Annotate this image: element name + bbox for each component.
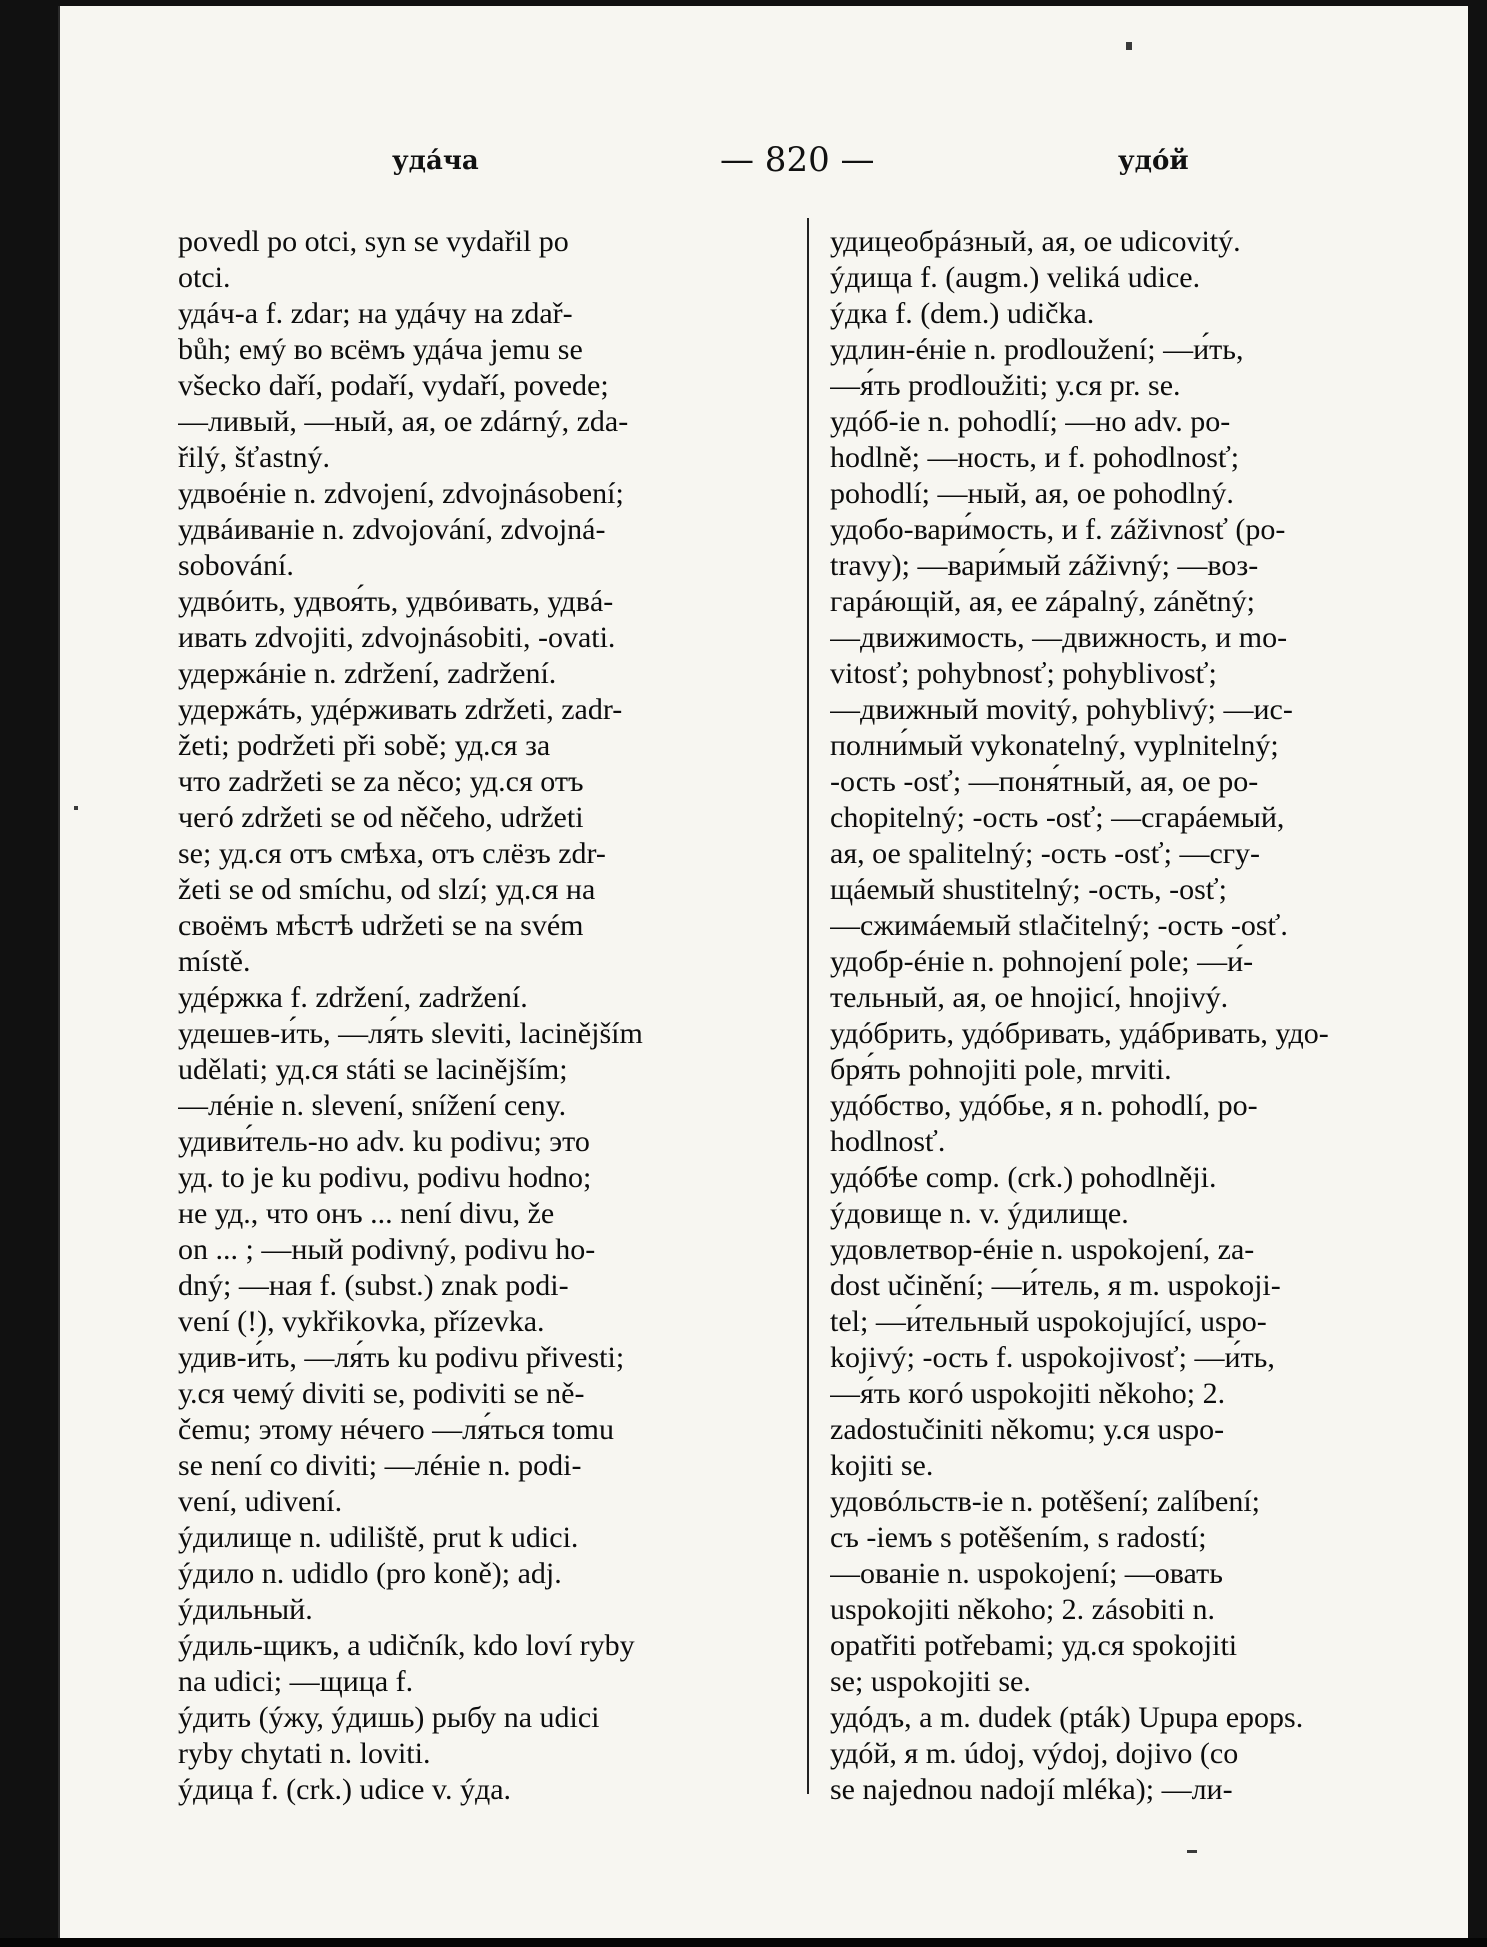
scan-bottom-edge [0, 1938, 1487, 1947]
left-column-line: ýдить (ýжу, ýдишь) рыбу na udici [178, 1701, 600, 1734]
left-column-line: udělati; уд.ся státi se lacinějším; [178, 1053, 568, 1086]
right-column-line: удлин-éніе n. prodloužení; —и́ть, [830, 333, 1244, 366]
left-column-line: sobování. [178, 549, 294, 582]
left-column-line: удержáніе n. zdržení, zadržení. [178, 657, 557, 690]
left-column-line: on ... ; —ный podivný, podivu ho- [178, 1233, 596, 1266]
right-column-line: полни́мый vykonatelný, vyplnitelný; [830, 729, 1279, 762]
left-column-line: что zadržeti se za něco; уд.ся отъ [178, 765, 584, 798]
right-column-line: —я́ть когó uspokojiti někoho; 2. [830, 1377, 1226, 1410]
right-column-line: удовóльств-іе n. potěšení; zalíbení; [830, 1485, 1261, 1518]
right-column-line: uspokojiti někoho; 2. zásobiti n. [830, 1593, 1215, 1626]
left-column-line: —ливый, —ный, ая, ое zdárný, zda- [178, 405, 629, 438]
bottom-dash [1187, 1850, 1197, 1853]
left-column-line: чегó zdržeti se od něčeho, udržeti [178, 801, 584, 834]
right-column-line: удóбрить, удóбривать, удáбривать, удо- [830, 1017, 1329, 1050]
right-column-line: удóдъ, а m. dudek (pták) Upupa epops. [830, 1701, 1304, 1734]
left-column-line: ýдило n. udidlo (pro koně); adj. [178, 1557, 562, 1590]
right-column-line: —ованіе n. uspokojení; —овать [830, 1557, 1223, 1590]
left-column-line: žeti; podržeti při sobě; уд.ся за [178, 729, 551, 762]
left-column-line: удвáиваніе n. zdvojování, zdvojná- [178, 513, 606, 546]
right-column-line: ýдовище n. v. ýдилище. [830, 1197, 1129, 1230]
margin-dot [74, 806, 78, 810]
right-column-line: opatřiti potřebami; уд.ся spokojiti [830, 1629, 1238, 1662]
right-column-line: dost učinění; —и́тель, я m. uspokoji- [830, 1269, 1281, 1302]
left-column-line: удив-и́ть, —ля́ть ku podivu přivesti; [178, 1341, 625, 1374]
right-column [830, 224, 1476, 1808]
right-column-line: ая, ое spalitelný; -ость -osť; —сгу- [830, 837, 1261, 870]
left-column-line: ýдица f. (crk.) udice v. ýда. [178, 1773, 512, 1806]
left-column-line: žeti se od smíchu, od slzí; уд.ся на [178, 873, 596, 906]
right-column-line: -ость -osť; —поня́тный, ая, ое po- [830, 765, 1259, 798]
right-column-line: zadostučiniti někomu; у.ся uspo- [830, 1413, 1225, 1446]
left-column-line: všecko daří, podaří, vydaří, povede; [178, 369, 609, 402]
right-column-line: ýдка f. (dem.) udička. [830, 297, 1095, 330]
dictionary-page [58, 6, 1468, 1938]
right-column-line: тельный, ая, ое hnojicí, hnojivý. [830, 981, 1229, 1014]
right-column-line: hodlně; —ность, и f. pohodlnosť; [830, 441, 1240, 474]
right-column-line: удобо-вари́мость, и f. záživnosť (po- [830, 513, 1286, 546]
left-column-line: своёмъ мѣстѣ udržeti se na svém [178, 909, 584, 942]
left-column-line: vení (!), vykřikovka, přízevka. [178, 1305, 545, 1338]
right-column-line: —я́ть prodloužiti; у.ся pr. se. [830, 369, 1181, 402]
right-column-line: щáемый shustitelný; -ость, -osť; [830, 873, 1227, 906]
header-left-guide-word: удáча [392, 146, 479, 176]
right-column-line: ýдища f. (augm.) veliká udice. [830, 261, 1201, 294]
right-column-line: kojivý; -ость f. uspokojivosť; —и́ть, [830, 1341, 1275, 1374]
left-column-line: dný; —ная f. (subst.) znak podi- [178, 1269, 569, 1302]
right-column-line: —движный movitý, pohyblivý; —ис- [830, 693, 1293, 726]
right-column-line: se najednou nadojí mléka); —ли- [830, 1773, 1233, 1806]
right-column-line: съ -іемъ s potěšením, s radostí; [830, 1521, 1207, 1554]
right-column-line: удобр-éніе n. pohnojení pole; —и́- [830, 945, 1254, 978]
right-column-line: бря́ть pohnojiti pole, mrviti. [830, 1053, 1172, 1086]
right-column-line: удóбство, удóбье, я n. pohodlí, po- [830, 1089, 1258, 1122]
right-column-line: гарáющій, ая, ее zápalný, zánětný; [830, 585, 1255, 618]
left-column-line: удáч-а f. zdar; на удáчу на zdař- [178, 297, 573, 330]
right-column-line: chopitelný; -ость -osť; —сгарáемый, [830, 801, 1285, 834]
left-column-line: удержáть, удéрживать zdržeti, zadr- [178, 693, 623, 726]
right-column-line: pohodlí; —ный, ая, ое pohodlný. [830, 477, 1234, 510]
page-header [60, 140, 1468, 186]
left-column-line: удвóить, удвоя́ть, удвóивать, удвá- [178, 585, 614, 618]
left-column-line: удиви́тель-но adv. ku podivu; это [178, 1125, 590, 1158]
left-column-line: na udici; —щица f. [178, 1665, 414, 1698]
left-column-line: se; уд.ся отъ смѣха, отъ слёзъ zdr- [178, 837, 606, 870]
left-column-line: vení, udivení. [178, 1485, 343, 1518]
left-column-line: удéржка f. zdržení, zadržení. [178, 981, 528, 1014]
right-column-line: kojiti se. [830, 1449, 934, 1482]
left-column-line: удвоéніе n. zdvojení, zdvojnásobení; [178, 477, 624, 510]
right-column-line: tel; —и́тельный uspokojující, uspo- [830, 1305, 1267, 1338]
right-column-line: удóбѣе comp. (crk.) pohodlněji. [830, 1161, 1217, 1194]
left-column-line: ивать zdvojiti, zdvojnásobiti, -ovati. [178, 621, 616, 654]
left-column-line: не уд., что онъ ... není divu, že [178, 1197, 555, 1230]
left-column-line: уд. to je ku podivu, podivu hodno; [178, 1161, 592, 1194]
left-column-line: ýдиль-щикъ, a udičník, kdo loví ryby [178, 1629, 635, 1662]
right-column-line: удóб-іе n. pohodlí; —но adv. po- [830, 405, 1231, 438]
left-column [178, 224, 826, 1808]
right-column-line: удовлетвор-éніе n. uspokojení, za- [830, 1233, 1255, 1266]
left-column-line: řilý, šťastný. [178, 441, 330, 474]
left-column-line: otci. [178, 261, 231, 294]
left-column-line: ýдильный. [178, 1593, 313, 1626]
right-column-line: vitosť; pohybnosť; pohyblivosť; [830, 657, 1217, 690]
right-column-line: —движимость, —движность, и mo- [830, 621, 1288, 654]
left-column-line: —лéніе n. slevení, snížení ceny. [178, 1089, 567, 1122]
left-column-line: povedl po otci, syn se vydařil po [178, 225, 569, 258]
left-column-line: bůh; емý во всёмъ удáча jemu se [178, 333, 583, 366]
left-column-line: čemu; этому нéчего —ля́ться tomu [178, 1413, 614, 1446]
left-column-line: у.ся чемý diviti se, podiviti se ně- [178, 1377, 585, 1410]
page-number: — 820 — [720, 140, 875, 180]
left-column-line: удешев-и́ть, —ля́ть sleviti, lacinějším [178, 1017, 643, 1050]
corner-speck [1126, 42, 1132, 50]
right-column-line: удóй, я m. údoj, výdoj, dojivo (co [830, 1737, 1239, 1770]
header-right-guide-word: удóй [1118, 146, 1189, 176]
right-column-line: удицеобрáзный, ая, ое udicovitý. [830, 225, 1241, 258]
right-column-line: se; uspokojiti se. [830, 1665, 1031, 1698]
left-column-line: místě. [178, 945, 251, 978]
right-column-line: travy); —вари́мый záživný; —воз- [830, 549, 1259, 582]
left-column-line: ýдилище n. udiliště, prut k udici. [178, 1521, 579, 1554]
left-column-line: ryby chytati n. loviti. [178, 1737, 431, 1770]
right-column-line: hodlnosť. [830, 1125, 946, 1158]
left-column-line: se není co diviti; —лéніе n. podi- [178, 1449, 582, 1482]
right-column-line: —сжимáемый stlačitelný; -ость -osť. [830, 909, 1288, 942]
